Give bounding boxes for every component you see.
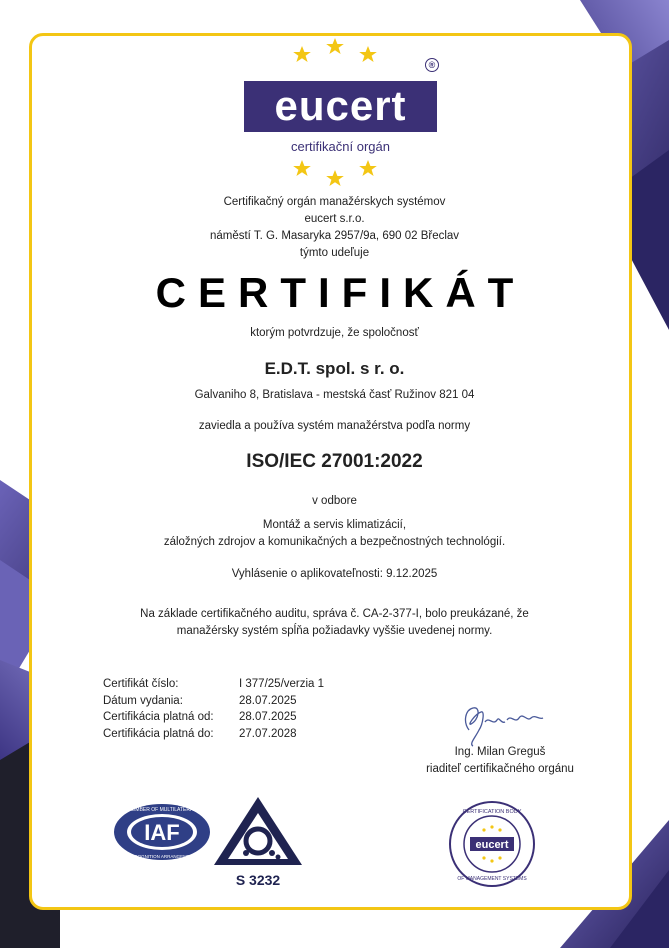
logo-text: eucert <box>274 82 407 129</box>
signatory-name: Ing. Milan Greguš <box>454 746 546 758</box>
detail-row <box>103 693 324 710</box>
audit-text <box>0 606 669 640</box>
eucert-seal-icon <box>448 800 536 888</box>
iaf-ring-bottom: RECOGNITION ARRANGEMENT <box>128 854 196 859</box>
signatory-role: riaditeľ certifikačného orgánu <box>426 762 574 775</box>
detail-row <box>103 676 324 693</box>
accreditation-code: S 3232 <box>235 872 281 888</box>
company-address: Galvaniho 8, Bratislava - mestská časť Ružinov 821 04 <box>194 389 475 401</box>
detail-label: Dátum vydania: <box>103 694 183 707</box>
issuer-line: Certifikačný orgán manažérskych systémov <box>223 196 446 208</box>
issuer-line: týmto udeľuje <box>299 247 370 259</box>
iaf-badge-icon <box>112 802 212 862</box>
scope-line: záložných zdrojov a komunikačných a bezpečnostných technológií. <box>163 536 506 548</box>
registered-mark: ® <box>425 58 439 72</box>
eucert-logo <box>244 81 437 132</box>
logo-subtitle: certifikační orgán <box>291 139 390 154</box>
detail-value: 28.07.2025 <box>239 694 297 707</box>
signatory <box>415 744 585 777</box>
audit-line: manažérsky systém spĺňa požiadavky vyššie uvedenej normy. <box>176 625 493 637</box>
seal-ring-top: CERTIFICATION BODY <box>462 809 522 815</box>
issuer-block <box>0 194 669 262</box>
certificate-details <box>103 676 324 742</box>
detail-label: Certifikát číslo: <box>103 678 179 690</box>
seal-ring-bottom: OF MANAGEMENT SYSTEMS <box>457 876 527 882</box>
detail-row <box>103 709 324 726</box>
detail-value: 27.07.2028 <box>239 727 297 740</box>
certificate-title: CERTIFIKÁT <box>155 269 526 316</box>
scope-line: Montáž a servis klimatizácií, <box>262 519 407 531</box>
detail-label: Certifikácia platná do: <box>103 727 214 740</box>
system-text: zaviedla a používa systém manažérstva podľa normy <box>198 420 471 432</box>
norm-title: ISO/IEC 27001:2022 <box>246 451 423 472</box>
stars-top-icon <box>290 38 380 70</box>
iaf-ring-top: MEMBER OF MULTILATERAL <box>127 807 197 813</box>
issuer-line: náměstí T. G. Masaryka 2957/9a, 690 02 Břeclav <box>209 230 460 242</box>
issuer-line: eucert s.r.o. <box>304 213 365 225</box>
scope-intro: v odbore <box>312 495 357 507</box>
company-name: E.D.T. spol. s r. o. <box>264 359 405 378</box>
detail-value: 28.07.2025 <box>239 711 297 723</box>
declaration-text: Vyhlásenie o aplikovateľnosti: 9.12.2025 <box>231 568 438 580</box>
iaf-label: IAF <box>144 820 180 845</box>
detail-row <box>103 726 324 743</box>
seal-center: eucert <box>475 839 509 851</box>
audit-line: Na základe certifikačného auditu, správa č. CA-2-377-I, bolo preukázané, že <box>140 608 529 620</box>
confirms-text: ktorým potvrdzuje, že spoločnosť <box>250 327 419 339</box>
accreditation-mark-icon <box>212 795 304 890</box>
detail-label: Certifikácia platná od: <box>103 711 214 723</box>
stars-bottom-icon <box>290 160 380 190</box>
detail-value: I 377/25/verzia 1 <box>239 678 325 690</box>
signature-icon <box>455 700 555 750</box>
scope-text <box>0 517 669 551</box>
